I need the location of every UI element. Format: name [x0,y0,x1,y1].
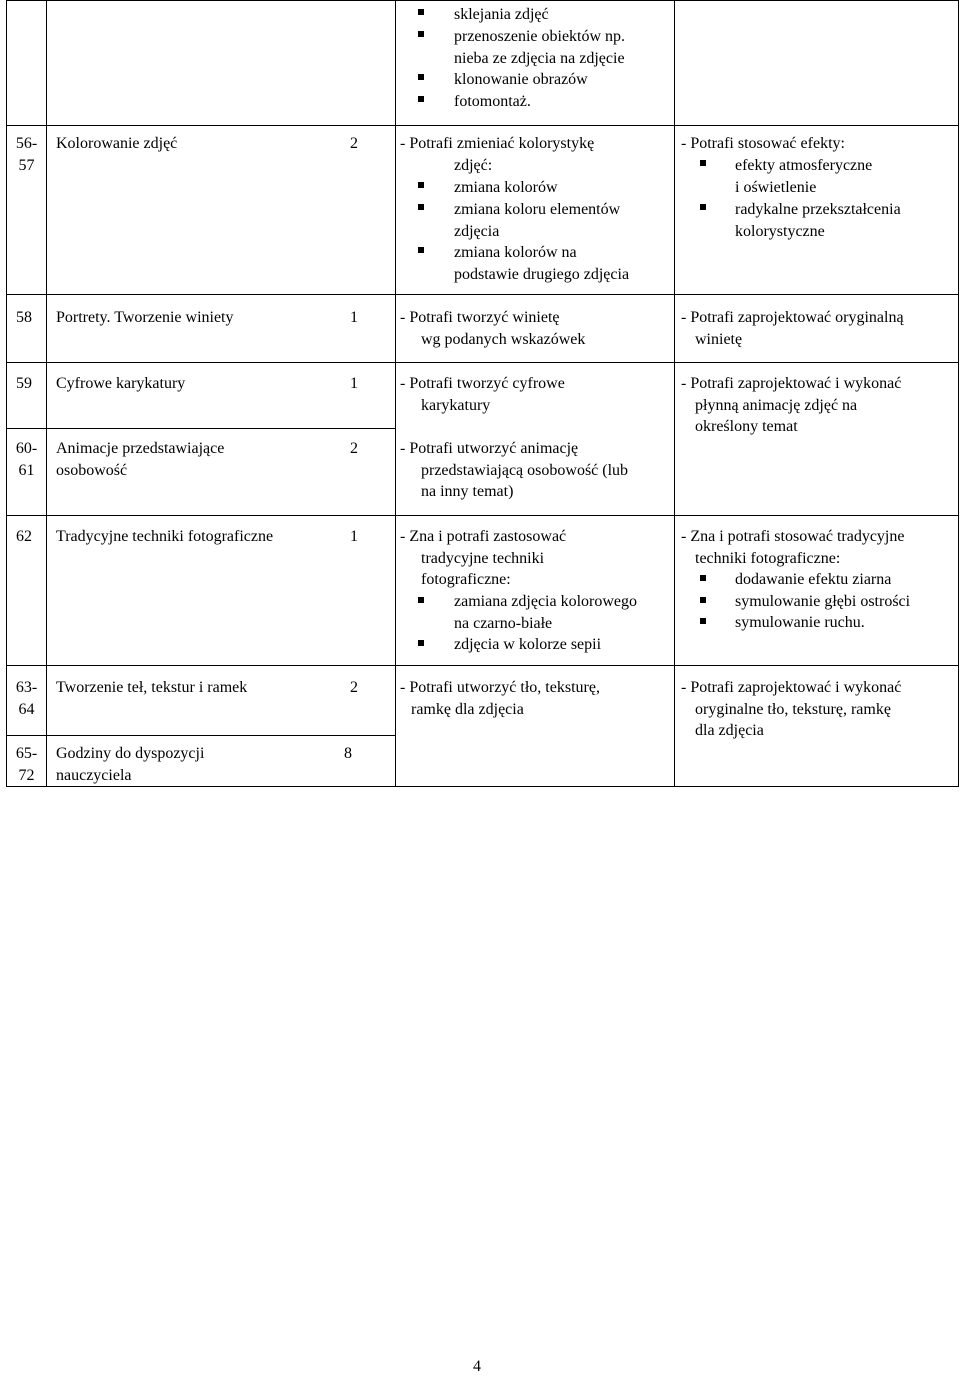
hours: 1 [350,375,358,392]
bullet-text: zmiana kolorów na podstawie drugiego zdjęcia [454,244,630,283]
bullet-text: sklejania zdjęć [454,6,549,23]
bullet-square-icon [700,160,706,166]
extended-requirements: - Potrafi zaprojektować i wykonać płynną animację zdjęć na określony temat [681,375,902,435]
hours: 1 [350,309,358,326]
topic: Cyfrowe karykatury [56,375,186,392]
extended-requirements: - Zna i potrafi stosować tradycyjne techniki fotograficzne: [681,528,905,567]
basic-requirements: - Potrafi utworzyć animację przedstawiającą osobowość (lub na inny temat) [400,440,629,500]
basic-requirements: - Zna i potrafi zastosować tradycyjne techniki fotograficzne: [400,528,567,588]
basic-requirements: - Potrafi tworzyć winietę wg podanych wskazówek [400,309,586,348]
lesson-number: 60- 61 [15,440,38,479]
topic: Portrety. Tworzenie winiety [56,309,234,326]
extended-requirements: - Potrafi zaprojektować oryginalną winietę [681,309,904,348]
bullet-text: przenoszenie obiektów np. nieba ze zdjęcia na zdjęcie [454,28,626,67]
bullet-text: symulowanie głębi ostrości [735,593,911,610]
hours: 8 [344,745,352,762]
lesson-number: 62 [16,528,32,545]
lesson-number: 58 [16,309,32,326]
bullet-square-icon [418,96,424,102]
hours: 2 [350,135,358,152]
topic: Kolorowanie zdjęć [56,135,178,152]
bullet-text: zmiana koloru elementów zdjęcia [454,201,621,240]
basic-requirements: - Potrafi utworzyć tło, teksturę, ramkę dla zdjęcia [400,679,600,718]
topic: Tworzenie teł, tekstur i ramek [56,679,248,696]
hours: 2 [350,440,358,457]
bullet-square-icon [700,575,706,581]
page-number: 4 [473,1358,481,1375]
lesson-number: 65- 72 [15,745,38,784]
bullet-text: radykalne przekształcenia kolorystyczne [735,201,901,240]
hours: 2 [350,679,358,696]
bullet-text: zamiana zdjęcia kolorowego na czarno-białe [454,593,638,632]
lesson-number: 56- 57 [15,135,38,174]
bullet-square-icon [418,247,424,253]
hours: 1 [350,528,358,545]
topic: Animacje przedstawiające osobowość [56,440,225,479]
bullet-square-icon [418,9,424,15]
extended-requirements: - Potrafi zaprojektować i wykonać oryginalne tło, teksturę, ramkę dla zdjęcia [681,679,902,739]
bullet-text: symulowanie ruchu. [735,614,865,631]
lesson-number: 59 [16,375,32,392]
bullet-square-icon [418,204,424,210]
bullet-square-icon [700,597,706,603]
bullet-square-icon [700,204,706,210]
basic-requirements: - Potrafi tworzyć cyfrowe karykatury [400,375,565,414]
bullet-square-icon [418,31,424,37]
topic: Tradycyjne techniki fotograficzne [56,528,274,545]
bullet-square-icon [700,618,706,624]
bullet-text: fotomontaż. [454,93,531,110]
bullet-text: zmiana kolorów [454,179,558,196]
basic-requirements: - Potrafi zmieniać kolorystykę zdjęć: [400,135,595,174]
bullet-square-icon [418,182,424,188]
bullet-text: zdjęcia w kolorze sepii [454,636,602,653]
bullet-text: dodawanie efektu ziarna [735,571,892,588]
topic: Godziny do dyspozycji nauczyciela [56,745,205,784]
bullet-square-icon [418,74,424,80]
extended-requirements: - Potrafi stosować efekty: [681,135,845,152]
lesson-number: 63- 64 [15,679,38,718]
bullet-text: klonowanie obrazów [454,71,588,88]
bullet-square-icon [418,597,424,603]
bullet-text: efekty atmosferyczne i oświetlenie [735,157,873,196]
bullet-square-icon [418,640,424,646]
